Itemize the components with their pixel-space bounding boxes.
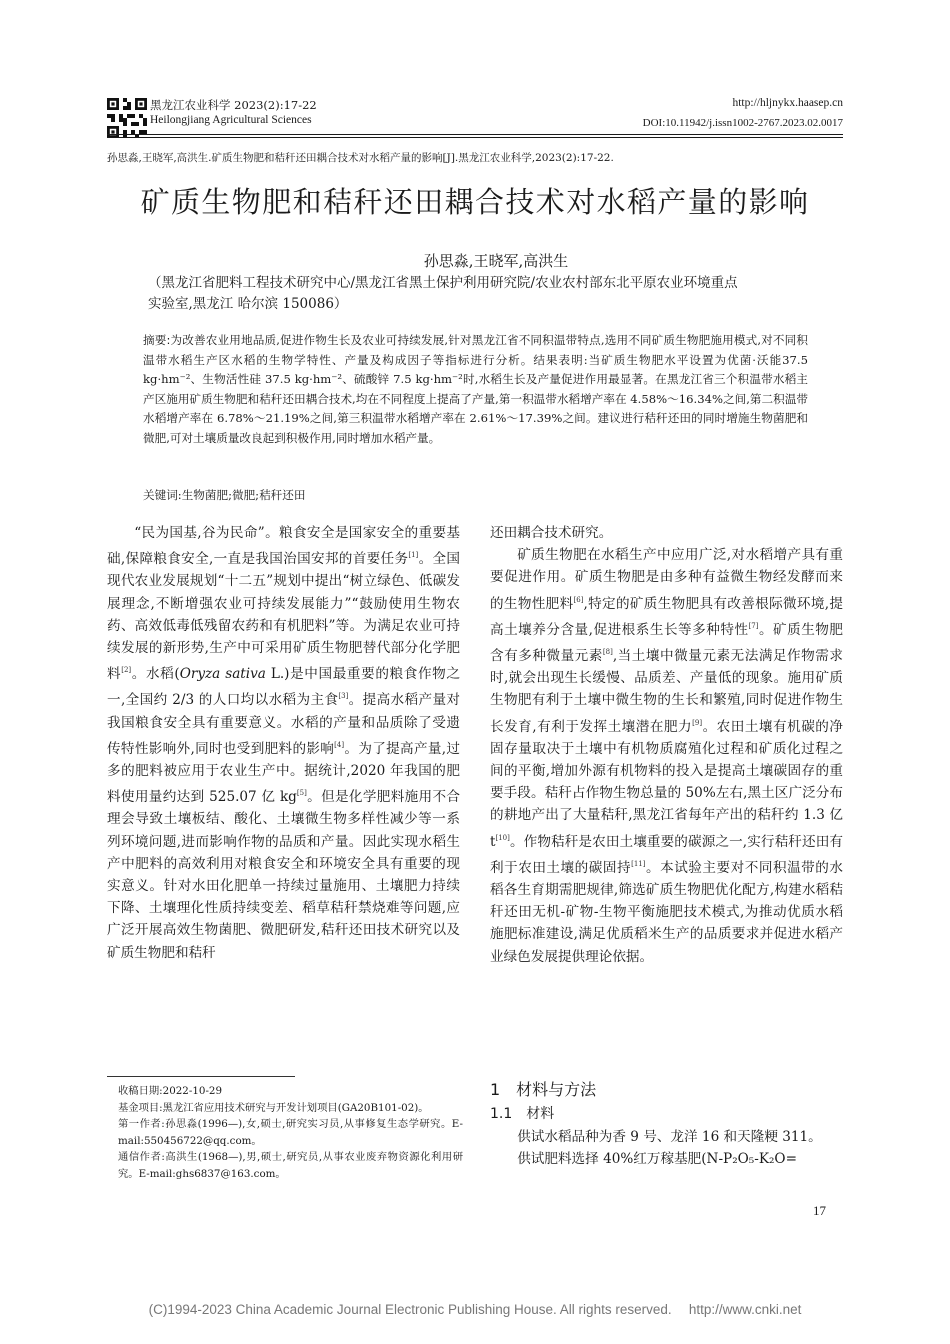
ref-10[interactable]: [10] bbox=[495, 833, 510, 842]
ref-6[interactable]: [6] bbox=[573, 595, 584, 604]
left-column bbox=[107, 522, 460, 964]
first-author-info: 第一作者:孙思淼(1996—),女,硕士,研究实习员,从事修复生态学研究。E-mail:550456722@qq.com。 bbox=[118, 1118, 463, 1147]
ref-8[interactable]: [8] bbox=[602, 648, 613, 657]
ref-1[interactable]: [1] bbox=[408, 551, 419, 560]
section-heading-1-1: 1.1 材料 bbox=[490, 1106, 555, 1122]
latin-name: Oryza sativa bbox=[179, 666, 266, 683]
keywords-text: 生物菌肥;微肥;秸秆还田 bbox=[181, 488, 306, 502]
header-rule bbox=[107, 134, 843, 135]
ref-3[interactable]: [3] bbox=[338, 692, 349, 701]
journal-url[interactable]: http://hljnykx.haasep.cn bbox=[732, 97, 843, 109]
paper-title: 矿质生物肥和秸秆还田耦合技术对水稻产量的影响 bbox=[140, 185, 810, 219]
materials-text bbox=[490, 1126, 843, 1170]
abstract bbox=[143, 331, 808, 448]
section-heading-1: 1 材料与方法 bbox=[490, 1080, 597, 1099]
materials-paragraph-1: 供试水稻品种为香 9 号、龙洋 16 和天隆粳 311。 bbox=[517, 1129, 822, 1145]
authors: 孙思淼,王晓军,高洪生 bbox=[423, 252, 569, 270]
ref-4[interactable]: [4] bbox=[334, 740, 345, 749]
journal-name-cn: 黑龙江农业科学 2023(2):17-22 bbox=[150, 98, 317, 112]
body-paragraph: 矿质生物肥在水稻生产中应用广泛,对水稻增产具有重要促进作用。矿质生物肥是由多种有益微生物经发酵而来的生物性肥料[6],特定的矿质生物肥具有改善根际微环境,提高土壤养分含量,促进根系生长等多种特性[7]。矿质生物肥含有多种微量元素[8],当土壤中微量元素无法满足作物需求时,就会出现生长缓慢、品质差、产量低的现象。施用矿质生物肥有利于土壤中微生物的生长和繁殖,同时促进作物生长发育,有利于发挥土壤潜在肥力[9]。农田土壤有机碳的净固存量取决于土壤中有机物质腐殖化过程和矿质化过程之间的平衡,增加外源有机物料的投入是提高土壤碳固存的重要手段。秸秆占作物生物总量的 50%左右,黑土区广泛分布的耕地产出了大量秸秆,黑龙江省每年产出的秸秆约 1.3 亿 t[10]。作物秸秆是农田土壤重要的碳源之一,实行秸秆还田有利于农田土壤的碳固持[11]。本试验主要对不同积温带的水稻各生育期需肥规律,筛选矿质生物肥优化配方,构建水稻秸秆还田无机-矿物-生物平衡施肥技术模式,为推动优质水稻施肥标准建设,满足优质稻米生产的品质要求并促进水稻产业绿色发展提供理论依据。 bbox=[490, 547, 843, 965]
footnote-rule bbox=[107, 1076, 295, 1077]
ref-7[interactable]: [7] bbox=[748, 621, 759, 630]
abstract-label: 摘要: bbox=[143, 333, 171, 347]
affiliation: （黑龙江省肥料工程技术研究中心/黑龙江省黑土保护利用研究院/农业农村部东北平原农业环境重点实验室,黑龙江 哈尔滨 150086） bbox=[148, 275, 738, 312]
ref-5[interactable]: [5] bbox=[296, 789, 307, 798]
fund-info: 基金项目:黑龙江省应用技术研究与开发计划项目(GA20B101-02)。 bbox=[118, 1101, 429, 1114]
keywords bbox=[143, 487, 808, 503]
continued-paragraph: 还田耦合技术研究。 bbox=[490, 525, 613, 541]
footnotes bbox=[118, 1083, 463, 1182]
qr-code-icon bbox=[107, 98, 147, 138]
keywords-label: 关键词: bbox=[143, 488, 182, 502]
right-column bbox=[490, 522, 843, 968]
ref-11[interactable]: [11] bbox=[631, 859, 646, 868]
copyright-watermark: (C)1994-2023 China Academic Journal Electronic Publishing House. All rights reserved. http://www.cnki.net bbox=[148, 1302, 802, 1317]
abstract-text: 为改善农业用地品质,促进作物生长及农业可持续发展,针对黑龙江省不同积温带特点,选用不同矿质生物肥施用模式,对不同积温带水稻生产区水稻的生物学特性、产量及构成因子等指标进行分析。结果表明:当矿质生物肥水平设置为优菌·沃能37.5 kg·hm⁻²、生物活性硅 37.5 kg·hm⁻²、硫酸锌 7.5 kg·hm⁻²时,水稻生长及产量促进作用最显著。在黑龙江省三个积温带水稻主产区施用矿质生物肥和秸秆还田耦合技术,均在不同程度上提高了产量,第一积温带水稻增产率在 4.58%～16.34%之间,第二积温带水稻增产率在 6.78%～21.19%之间,第三积温带水稻增产率在 2.61%～17.39%之间。建议进行秸秆还田的同时增施生物菌肥和微肥,可对土壤质量改良起到积极作用,同时增加水稻产量。 bbox=[143, 333, 808, 445]
page-number: 17 bbox=[813, 1203, 826, 1218]
journal-name-en: Heilongjiang Agricultural Sciences bbox=[150, 114, 312, 126]
intro-paragraph: “民为国基,谷为民命”。粮食安全是国家安全的重要基础,保障粮食安全,一直是我国治国安邦的首要任务[1]。全国现代农业发展规划“十二五”规划中提出“树立绿色、低碳发展理念,不断增强农业可持续发展能力”“鼓励使用生物农药、高效低毒低残留农药和有机肥料”等。为满足农业可持续发展的新形势,生产中可采用矿质生物肥替代部分化学肥料[2]。水稻(Oryza sativa L.)是中国最重要的粮食作物之一,全国约 2/3 的人口均以水稻为主食[3]。提高水稻产量对我国粮食安全具有重要意义。水稻的产量和品质除了受遗传特性影响外,同时也受到肥料的影响[4]。为了提高产量,过多的肥料被应用于农业生产中。据统计,2020 年我国的肥料使用量约达到 525.07 亿 kg[5]。但是化学肥料施用不合理会导致土壤板结、酸化、土壤微生物多样性减少等一系列环境问题,进而影响作物的品质和产量。因此实现水稻生产中肥料的高效利用对粮食安全和环境安全具有重要的现实意义。针对水田化肥单一持续过量施用、土壤肥力持续下降、土壤理化性质持续变差、稻草秸秆禁烧难等问题,应广泛开展高效生物菌肥、微肥研发,秸秆还田技术研究以及矿质生物肥和秸秆 bbox=[107, 525, 461, 961]
citation-line: 孙思淼,王晓军,高洪生.矿质生物肥和秸秆还田耦合技术对水稻产量的影响[J].黑龙江农业科学,2023(2):17-22. bbox=[107, 152, 614, 164]
header-rule-secondary bbox=[107, 137, 843, 138]
doi[interactable]: DOI:10.11942/j.issn1002-2767.2023.02.0017 bbox=[642, 117, 843, 129]
received-date: 收稿日期:2022-10-29 bbox=[118, 1085, 223, 1097]
ref-2[interactable]: [2] bbox=[121, 666, 132, 675]
corresponding-author-info: 通信作者:高洪生(1968—),男,硕士,研究员,从事农业废弃物资源化利用研究。E-mail:ghs6837@163.com。 bbox=[118, 1151, 463, 1180]
ref-9[interactable]: [9] bbox=[692, 718, 703, 727]
materials-paragraph-2: 供试肥料选择 40%红万稼基肥(N-P₂O₅-K₂O= bbox=[517, 1151, 797, 1168]
